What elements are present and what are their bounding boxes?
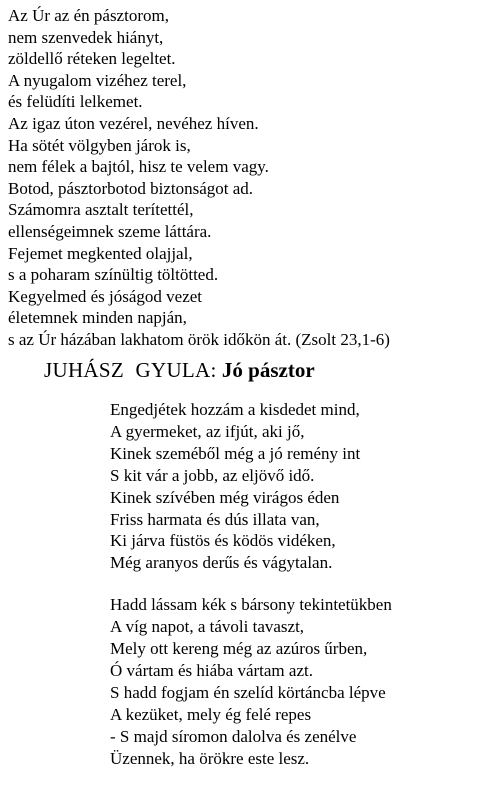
poem-line: A kezüket, mely ég felé repes xyxy=(110,704,312,724)
poem-line: Még aranyos derűs és vágytalan. xyxy=(110,553,333,573)
psalm-line: Számomra asztalt terítettél, xyxy=(8,200,194,220)
psalm-text xyxy=(8,5,478,351)
poem-line: Üzennek, ha örökre este lesz. xyxy=(110,748,310,768)
psalm-line: s a poharam színültig töltötted. xyxy=(8,265,219,285)
poem-line: Mely ott kereng még az azúros űrben, xyxy=(110,639,368,659)
poem-line: Hadd lássam kék s bársony tekintetükben xyxy=(110,595,392,615)
poem-line: S hadd fogjam én szelíd körtáncba lépve xyxy=(110,682,386,702)
psalm-line: Botod, pásztorbotod biztonságot ad. xyxy=(8,178,254,198)
poem-line: A gyermeket, az ifjút, aki jő, xyxy=(110,421,305,441)
poem-line: Friss harmata és dús illata van, xyxy=(110,509,320,529)
poem-line: - S majd síromon dalolva és zenélve xyxy=(110,726,357,746)
poem-line: A víg napot, a távoli tavaszt, xyxy=(110,617,305,637)
poem-stanza xyxy=(110,594,475,769)
psalm-line: nem félek a bajtól, hisz te velem vagy. xyxy=(8,157,269,177)
psalm-line: nem szenvedek hiányt, xyxy=(8,27,164,47)
poem-title: Jó pásztor xyxy=(221,358,315,382)
psalm-line: életemnek minden napján, xyxy=(8,308,187,328)
poem-line: Ki járva füstös és ködös vidéken, xyxy=(110,531,336,551)
poem-line: Kinek szeméből még a jó remény int xyxy=(110,443,361,463)
poem-stanza xyxy=(110,399,475,574)
psalm-line: Ha sötét völgyben járok is, xyxy=(8,135,191,155)
psalm-line: Fejemet megkented olajjal, xyxy=(8,243,193,263)
psalm-line: zöldellő réteken legeltet. xyxy=(8,49,176,69)
poem-heading xyxy=(44,357,315,383)
poem-line: Engedjétek hozzám a kisdedet mind, xyxy=(110,400,360,419)
psalm-line: Az Úr az én pásztorom, xyxy=(8,6,169,25)
poem-body xyxy=(110,399,475,770)
psalm-line: Kegyelmed és jóságod vezet xyxy=(8,286,203,306)
psalm-line: és felüdíti lelkemet. xyxy=(8,92,143,112)
psalm-line: A nyugalom vizéhez terel, xyxy=(8,70,187,90)
psalm-line: s az Úr házában lakhatom örök időkön át. (Zsolt 23,1-6) xyxy=(8,329,390,349)
psalm-line: ellenségeimnek szeme láttára. xyxy=(8,221,212,241)
poem-line: Ó vártam és hiába vártam azt. xyxy=(110,660,313,680)
poem-line: Kinek szívében még virágos éden xyxy=(110,487,340,507)
poem-author: JUHÁSZ GYULA: xyxy=(44,358,217,382)
psalm-line: Az igaz úton vezérel, nevéhez híven. xyxy=(8,113,259,133)
poem-line: S kit vár a jobb, az eljövő idő. xyxy=(110,465,315,485)
